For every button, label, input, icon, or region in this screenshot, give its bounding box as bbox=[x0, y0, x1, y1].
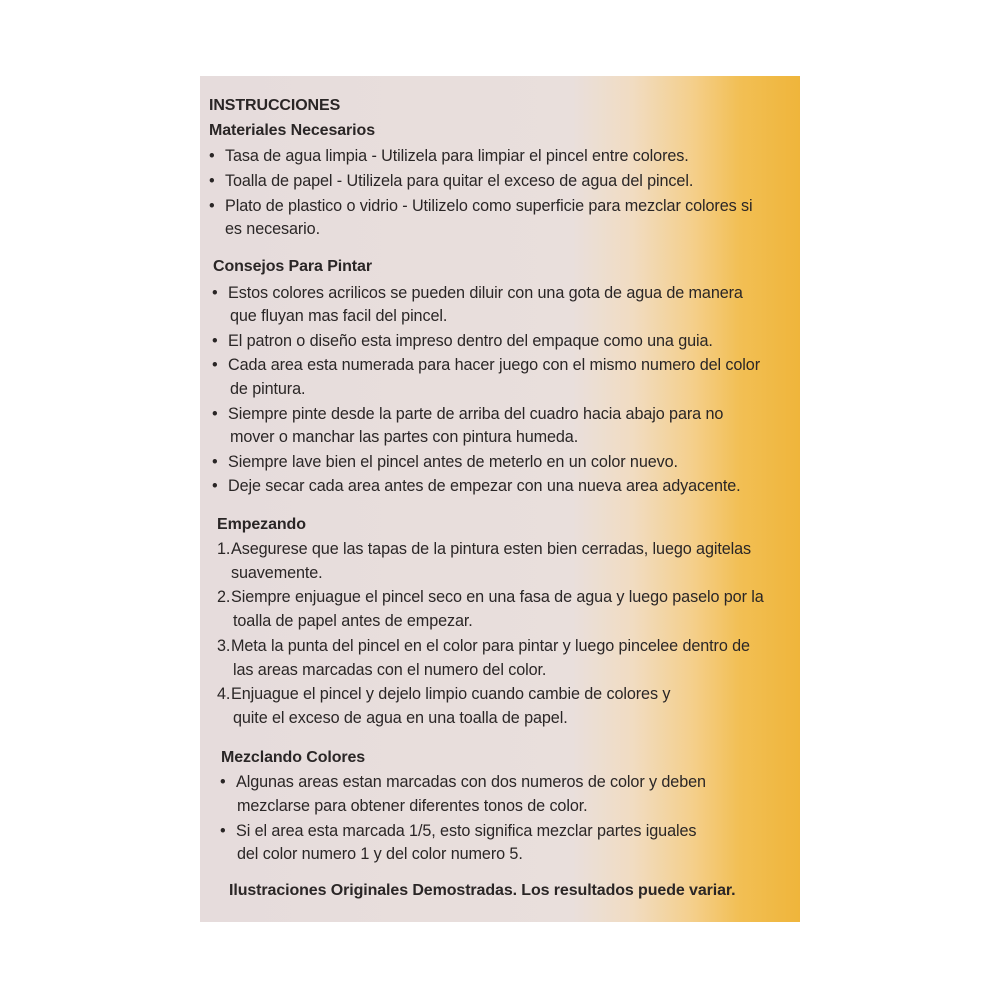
list-item: • Siempre lave bien el pincel antes de meterlo en un color nuevo. bbox=[212, 453, 678, 471]
bullet-icon: • bbox=[212, 356, 218, 374]
instructions-title: INSTRUCCIONES bbox=[209, 97, 341, 114]
list-item-continuation: de pintura. bbox=[230, 380, 306, 398]
instruction-card bbox=[200, 76, 800, 922]
materials-heading: Materiales Necesarios bbox=[209, 122, 376, 139]
bullet-icon: • bbox=[220, 773, 226, 791]
list-item-continuation: mover o manchar las partes con pintura humeda. bbox=[230, 428, 579, 446]
numbered-item-continuation: suavemente. bbox=[231, 564, 323, 582]
list-item-continuation: es necesario. bbox=[225, 220, 320, 238]
list-item: • Deje secar cada area antes de empezar con una nueva area adyacente. bbox=[212, 477, 741, 495]
bullet-icon: • bbox=[220, 822, 226, 840]
bullet-icon: • bbox=[212, 332, 218, 350]
start-heading: Empezando bbox=[217, 516, 306, 533]
torn-edge bbox=[222, 76, 372, 80]
list-item: • Toalla de papel - Utilizela para quitar el exceso de agua del pincel. bbox=[209, 172, 694, 190]
bullet-icon: • bbox=[212, 453, 218, 471]
mixing-heading: Mezclando Colores bbox=[221, 749, 366, 766]
bullet-icon: • bbox=[209, 172, 215, 190]
numbered-item-continuation: toalla de papel antes de empezar. bbox=[233, 612, 473, 630]
list-item: • Tasa de agua limpia - Utilizela para limpiar el pincel entre colores. bbox=[209, 147, 689, 165]
list-item-continuation: mezclarse para obtener diferentes tonos de color. bbox=[237, 797, 588, 815]
numbered-item: 2.Siempre enjuague el pincel seco en una fasa de agua y luego paselo por la bbox=[217, 588, 764, 606]
numbered-item: 1.Asegurese que las tapas de la pintura esten bien cerradas, luego agitelas bbox=[217, 540, 752, 558]
list-item: • Siempre pinte desde la parte de arriba del cuadro hacia abajo para no bbox=[212, 405, 724, 423]
numbered-item-continuation: las areas marcadas con el numero del color. bbox=[233, 661, 547, 679]
numbered-item: 3.Meta la punta del pincel en el color para pintar y luego pincelee dentro de bbox=[217, 637, 750, 655]
bullet-icon: • bbox=[209, 147, 215, 165]
list-item: • El patron o diseño esta impreso dentro del empaque como una guia. bbox=[212, 332, 713, 350]
list-item: • Plato de plastico o vidrio - Utilizelo como superficie para mezclar colores si bbox=[209, 197, 753, 215]
bullet-icon: • bbox=[212, 405, 218, 423]
list-item-continuation: que fluyan mas facil del pincel. bbox=[230, 307, 448, 325]
bullet-icon: • bbox=[212, 284, 218, 302]
list-item: • Algunas areas estan marcadas con dos numeros de color y deben bbox=[220, 773, 706, 791]
tips-heading: Consejos Para Pintar bbox=[213, 258, 372, 275]
bullet-icon: • bbox=[209, 197, 215, 215]
list-item: • Cada area esta numerada para hacer juego con el mismo numero del color bbox=[212, 356, 760, 374]
numbered-item: 4.Enjuague el pincel y dejelo limpio cuando cambie de colores y bbox=[217, 685, 671, 703]
numbered-item-continuation: quite el exceso de agua en una toalla de papel. bbox=[233, 709, 568, 727]
list-item: • Si el area esta marcada 1/5, esto significa mezclar partes iguales bbox=[220, 822, 697, 840]
list-item-continuation: del color numero 1 y del color numero 5. bbox=[237, 845, 523, 863]
footer-note: Ilustraciones Originales Demostradas. Los resultados puede variar. bbox=[229, 882, 736, 899]
list-item: • Estos colores acrilicos se pueden diluir con una gota de agua de manera bbox=[212, 284, 743, 302]
bullet-icon: • bbox=[212, 477, 218, 495]
